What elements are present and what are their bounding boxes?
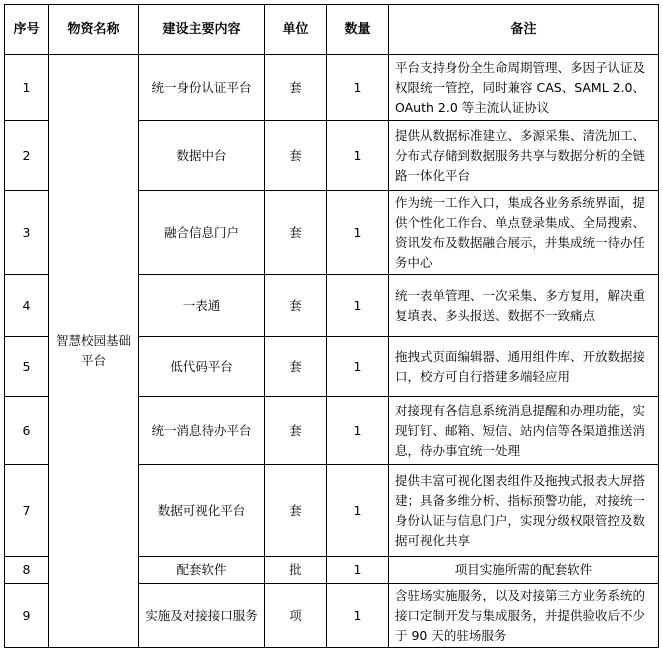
row-unit: 套	[265, 275, 327, 337]
row-unit: 套	[265, 55, 327, 121]
row-content: 统一身份认证平台	[139, 55, 265, 121]
header-material: 物资名称	[49, 5, 139, 55]
row-content: 统一消息待办平台	[139, 397, 265, 465]
header-row	[5, 5, 659, 55]
row-qty: 1	[327, 584, 389, 648]
row-content: 数据可视化平台	[139, 465, 265, 557]
row-seq: 5	[5, 337, 49, 397]
row-unit: 套	[265, 121, 327, 191]
row-content: 低代码平台	[139, 337, 265, 397]
row-remark: 含驻场实施服务，以及对接第三方业务系统的接口定制开发与集成服务，并提供验收后不少于 90 天的驻场服务	[389, 584, 659, 648]
row-qty: 1	[327, 337, 389, 397]
row-content: 实施及对接接口服务	[139, 584, 265, 648]
header-content: 建设主要内容	[139, 5, 265, 55]
row-unit: 套	[265, 397, 327, 465]
row-qty: 1	[327, 557, 389, 584]
row-remark: 作为统一工作入口，集成各业务系统界面，提供个性化工作台、单点登录集成、全局搜索、资讯发布及数据融合展示，并集成统一待办任务中心	[389, 191, 659, 275]
header-qty: 数量	[327, 5, 389, 55]
row-remark: 平台支持身份全生命周期管理、多因子认证及权限统一管控，同时兼容 CAS、SAML 2.0、OAuth 2.0 等主流认证协议	[389, 55, 659, 121]
table-row	[5, 55, 659, 121]
procurement-table	[4, 4, 659, 648]
row-content: 一表通	[139, 275, 265, 337]
row-unit: 项	[265, 584, 327, 648]
header-unit: 单位	[265, 5, 327, 55]
row-seq: 4	[5, 275, 49, 337]
row-remark: 项目实施所需的配套软件	[389, 557, 659, 584]
row-seq: 1	[5, 55, 49, 121]
row-seq: 6	[5, 397, 49, 465]
row-unit: 套	[265, 337, 327, 397]
row-qty: 1	[327, 275, 389, 337]
row-seq: 3	[5, 191, 49, 275]
row-seq: 8	[5, 557, 49, 584]
header-seq: 序号	[5, 5, 49, 55]
header-remark: 备注	[389, 5, 659, 55]
row-remark: 提供丰富可视化图表组件及拖拽式报表大屏搭建；具备多维分析、指标预警功能，对接统一身份认证与信息门户，实现分级权限管控及数据可视化共享	[389, 465, 659, 557]
row-qty: 1	[327, 55, 389, 121]
row-unit: 批	[265, 557, 327, 584]
material-name-cell: 智慧校园基础平台	[49, 55, 139, 648]
row-remark: 提供从数据标准建立、多源采集、清洗加工、分布式存储到数据服务共享与数据分析的全链路一体化平台	[389, 121, 659, 191]
row-unit: 套	[265, 191, 327, 275]
row-remark: 拖拽式页面编辑器、通用组件库、开放数据接口，校方可自行搭建多端轻应用	[389, 337, 659, 397]
row-content: 融合信息门户	[139, 191, 265, 275]
row-unit: 套	[265, 465, 327, 557]
row-qty: 1	[327, 191, 389, 275]
row-seq: 2	[5, 121, 49, 191]
row-qty: 1	[327, 121, 389, 191]
row-remark: 对接现有各信息系统消息提醒和办理功能，实现钉钉、邮箱、短信、站内信等各渠道推送消息，待办事宜统一处理	[389, 397, 659, 465]
row-qty: 1	[327, 397, 389, 465]
row-seq: 7	[5, 465, 49, 557]
row-seq: 9	[5, 584, 49, 648]
row-content: 数据中台	[139, 121, 265, 191]
row-content: 配套软件	[139, 557, 265, 584]
row-remark: 统一表单管理、一次采集、多方复用，解决重复填表、多头报送、数据不一致痛点	[389, 275, 659, 337]
row-qty: 1	[327, 465, 389, 557]
